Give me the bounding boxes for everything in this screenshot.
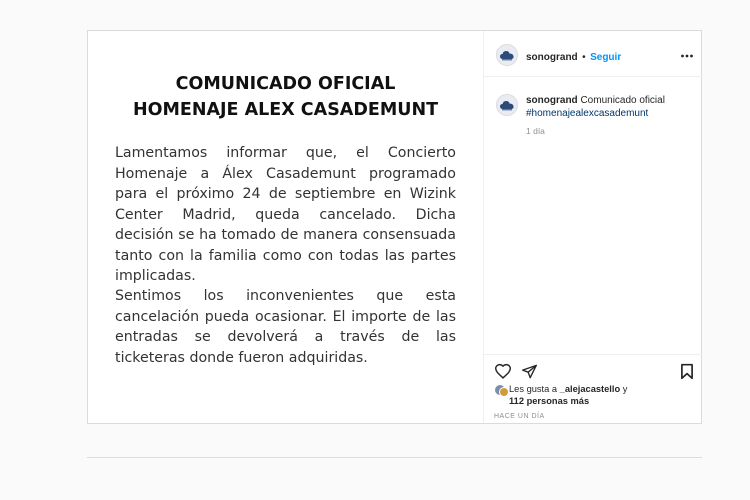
send-icon[interactable] bbox=[521, 364, 538, 384]
page-divider bbox=[87, 457, 702, 458]
caption-text: Comunicado oficial bbox=[580, 95, 665, 106]
liker-avatar-2 bbox=[499, 387, 509, 397]
instagram-post bbox=[87, 30, 702, 424]
post-caption bbox=[526, 94, 691, 120]
caption-hashtag[interactable]: #homenajealexcasademunt bbox=[526, 108, 649, 119]
title-line-2: HOMENAJE ALEX CASADEMUNT bbox=[132, 100, 439, 120]
header-username[interactable]: sonogrand bbox=[526, 52, 578, 63]
liked-by-user[interactable]: _alejacastello bbox=[559, 384, 621, 394]
cloud-logo-icon bbox=[499, 99, 515, 111]
cloud-logo-icon bbox=[499, 49, 515, 61]
caption-avatar[interactable] bbox=[496, 94, 518, 116]
likes-others-link[interactable]: 112 personas más bbox=[509, 396, 590, 406]
follow-button[interactable]: Seguir bbox=[590, 52, 622, 63]
avatar[interactable] bbox=[496, 44, 518, 66]
heart-icon[interactable] bbox=[494, 363, 512, 384]
caption-time: 1 día bbox=[526, 126, 545, 136]
post-image[interactable] bbox=[88, 31, 483, 423]
header-separator: • bbox=[582, 52, 586, 63]
image-paragraph-2: Sentimos los inconvenientes que esta cancelación pueda ocasionar. El importe de las entradas se devolverá a través de las ticketeras donde fueron adquiridas. bbox=[115, 288, 456, 366]
liked-by-suffix: y bbox=[622, 384, 628, 394]
bookmark-icon[interactable] bbox=[680, 363, 694, 385]
post-sidebar bbox=[483, 31, 701, 423]
post-image-title bbox=[88, 71, 483, 123]
image-paragraph-1: Lamentamos informar que, el Concierto Homenaje a Álex Casademunt programado para el próximo 24 de septiembre en Wizink Center Madrid, queda cancelado. Dicha decisión se ha tomado de manera consensuada tanto con la familia como con todas las partes implicadas. bbox=[115, 145, 456, 284]
liked-by-prefix: Les gusta a bbox=[509, 384, 558, 394]
post-timestamp: HACE UN DÍA bbox=[494, 413, 545, 420]
caption-username[interactable]: sonogrand bbox=[526, 95, 578, 106]
post-header bbox=[484, 31, 702, 77]
liked-by-line bbox=[509, 384, 627, 394]
title-line-1: COMUNICADO OFICIAL bbox=[175, 74, 396, 94]
post-actions bbox=[484, 354, 702, 423]
header-text bbox=[526, 47, 621, 65]
more-options-icon[interactable] bbox=[680, 48, 694, 58]
